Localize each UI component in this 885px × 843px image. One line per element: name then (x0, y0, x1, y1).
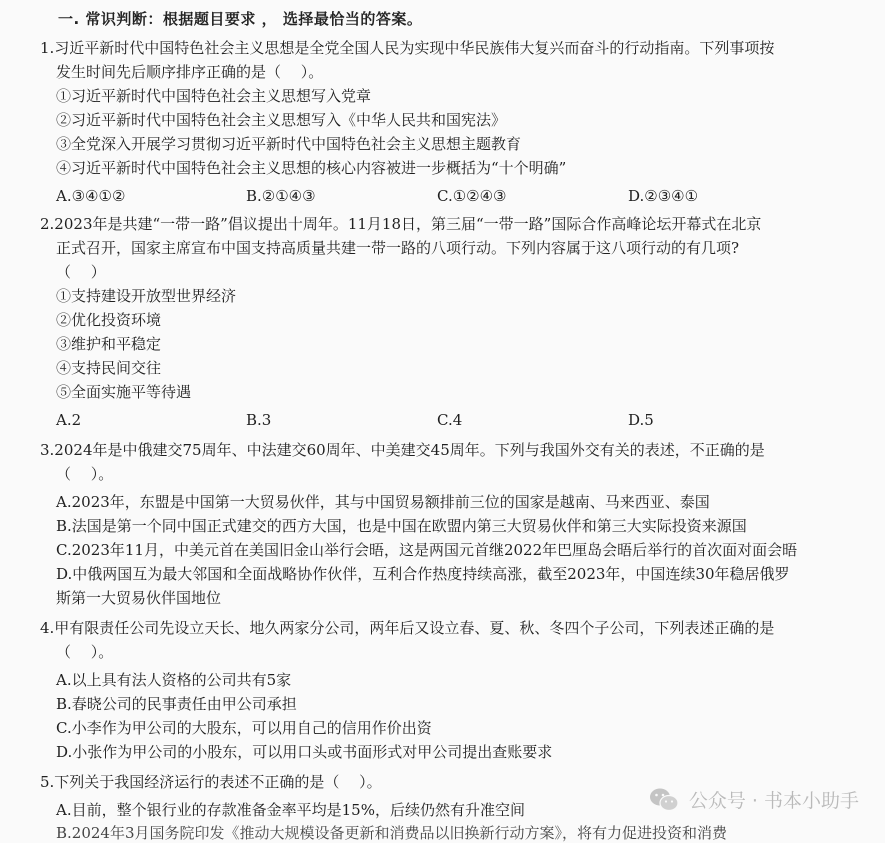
question-2-options (56, 410, 756, 430)
question-3-line-1: 3.2024年是中俄建交75周年、中法建交60周年、中美建交45周年。下列与我国外交有关的表述，不正确的是 (40, 441, 765, 459)
question-2-option-c[interactable]: C.4 (437, 411, 463, 429)
question-2-line-1: 2.2023年是共建“一带一路”倡议提出十周年。11月18日，第三届“一带一路”国际合作高峰论坛开幕式在北京 (40, 215, 762, 233)
question-4-line-2: （ ）。 (56, 643, 114, 661)
question-3-option-c[interactable]: C.2023年11月，中美元首在美国旧金山举行会晤，这是两国元首继2022年巴厘岛会晤后举行的首次面对面会晤 (56, 541, 798, 559)
question-2-option-a[interactable]: A.2 (56, 411, 82, 429)
question-4-line-1: 4.甲有限责任公司先设立天长、地久两家分公司，两年后又设立春、夏、秋、冬四个子公司，下列表述正确的是 (40, 619, 775, 637)
question-5-option-b[interactable]: B.2024年3月国务院印发《推动大规模设备更新和消费品以旧换新行动方案》，将有力促进投资和消费 (56, 824, 728, 842)
question-3-option-d-cont: 斯第一大贸易伙伴国地位 (56, 589, 222, 607)
question-5-option-a[interactable]: A.目前，整个银行业的存款准备金率平均是15%，后续仍然有升准空间 (56, 801, 525, 819)
wechat-icon (649, 787, 679, 813)
question-4-option-c[interactable]: C.小李作为甲公司的大股东，可以用自己的信用作价出资 (56, 719, 432, 737)
question-3-option-a[interactable]: A.2023年，东盟是中国第一大贸易伙伴，其与中国贸易额排前三位的国家是越南、马来西亚、泰国 (56, 493, 710, 511)
question-1-item-3: ③全党深入开展学习贯彻习近平新时代中国特色社会主义思想主题教育 (56, 135, 522, 153)
question-2-line-2: 正式召开，国家主席宣布中国支持高质量共建一带一路的八项行动。下列内容属于这八项行动的有几项? (56, 239, 740, 257)
question-2-item-5: ⑤全面实施平等待遇 (56, 383, 192, 401)
question-3-option-b[interactable]: B.法国是第一个同中国正式建交的西方大国，也是中国在欧盟内第三大贸易伙伴和第三大实际投资来源国 (56, 517, 747, 535)
question-5-line-1: 5.下列关于我国经济运行的表述不正确的是（ ）。 (40, 773, 382, 791)
question-4-option-d[interactable]: D.小张作为甲公司的小股东，可以用口头或书面形式对甲公司提出查账要求 (56, 743, 553, 761)
question-1-item-2: ②习近平新时代中国特色社会主义思想写入《中华人民共和国宪法》 (56, 111, 507, 129)
question-1-line-2: 发生时间先后顺序排序正确的是（ ）。 (56, 63, 324, 81)
question-3-option-d[interactable]: D.中俄两国互为最大邻国和全面战略协作伙伴，互利合作热度持续高涨，截至2023年，中国连续30年稳居俄罗 (56, 565, 790, 583)
question-2-item-2: ②优化投资环境 (56, 311, 162, 329)
watermark (649, 786, 859, 813)
question-1-line-1: 1.习近平新时代中国特色社会主义思想是全党全国人民为实现中华民族伟大复兴而奋斗的行动指南。下列事项按 (40, 39, 775, 57)
question-3-line-2: （ ）。 (56, 465, 114, 483)
question-1-option-a[interactable]: A.③④①② (56, 187, 126, 205)
question-2-item-1: ①支持建设开放型世界经济 (56, 287, 237, 305)
question-1-option-d[interactable]: D.②③④① (628, 187, 699, 205)
question-2-item-3: ③维护和平稳定 (56, 335, 162, 353)
question-2-line-3: （ ） (56, 263, 106, 281)
watermark-text: 公众号 · 书本小助手 (688, 790, 859, 812)
question-2-option-d[interactable]: D.5 (628, 411, 654, 429)
question-1-options (56, 186, 756, 206)
question-2-option-b[interactable]: B.3 (246, 411, 272, 429)
question-1-item-1: ①习近平新时代中国特色社会主义思想写入党章 (56, 87, 372, 105)
question-2-item-4: ④支持民间交往 (56, 359, 162, 377)
section-title: 一. 常识判断：根据题目要求 ， 选择最恰当的答案。 (58, 10, 423, 28)
question-1-item-4: ④习近平新时代中国特色社会主义思想的核心内容被进一步概括为“十个明确” (56, 159, 567, 177)
question-4-option-b[interactable]: B.春晓公司的民事责任由甲公司承担 (56, 695, 297, 713)
question-1-option-b[interactable]: B.②①④③ (246, 187, 316, 205)
question-4-option-a[interactable]: A.以上具有法人资格的公司共有5家 (56, 671, 292, 689)
question-1-option-c[interactable]: C.①②④③ (437, 187, 507, 205)
